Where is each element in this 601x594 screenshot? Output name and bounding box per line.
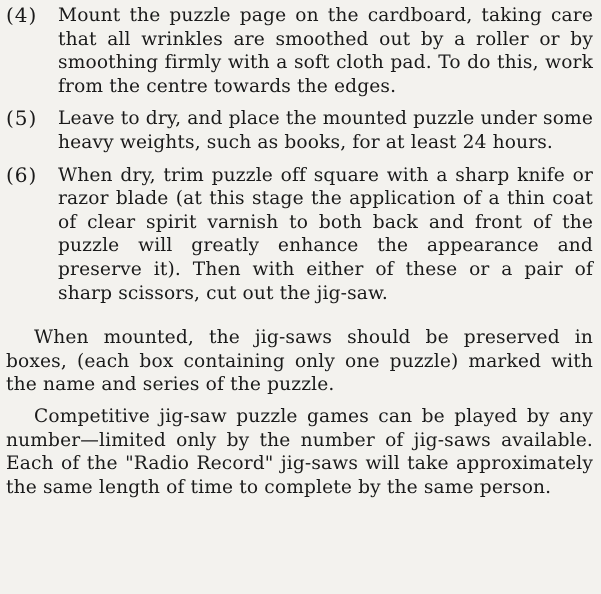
step-text: Leave to dry, and place the mounted puzzle under some heavy weights, such as books, for at least 24 hours. (58, 108, 593, 153)
step-number: (4) (6, 3, 38, 27)
instruction-step-6 (6, 164, 593, 306)
instruction-step-4 (6, 4, 593, 98)
step-number: (5) (6, 106, 38, 131)
paragraph-preservation: When mounted, the jig-saws should be preserved in boxes, (each box containing only one puzzle) marked with the name and series of the puzzle. (6, 327, 593, 396)
spacer (6, 314, 593, 326)
instruction-step-5 (6, 107, 593, 154)
step-text: When dry, trim puzzle off square with a sharp knife or razor blade (at this stage the application of a thin coat of clear spirit varnish to both back and front of the puzzle will greatly enhance the appearance and preserve it). Then with either of these or a pair of sharp scissors, cut out the jig-saw. (58, 164, 593, 304)
step-text: Mount the puzzle page on the cardboard, taking care that all wrinkles are smoothed out by a roller or by smoothing firmly with a soft cloth pad. To do this, work from the centre towards the edges. (58, 5, 593, 97)
step-number: (6) (6, 162, 38, 187)
paragraph-competitive-games: Competitive jig-saw puzzle games can be played by any number—limited only by the number of jig-saws available. Each of the "Radio Record" jig-saws will take approximately the same length of time to complete by the same person. (6, 405, 593, 498)
